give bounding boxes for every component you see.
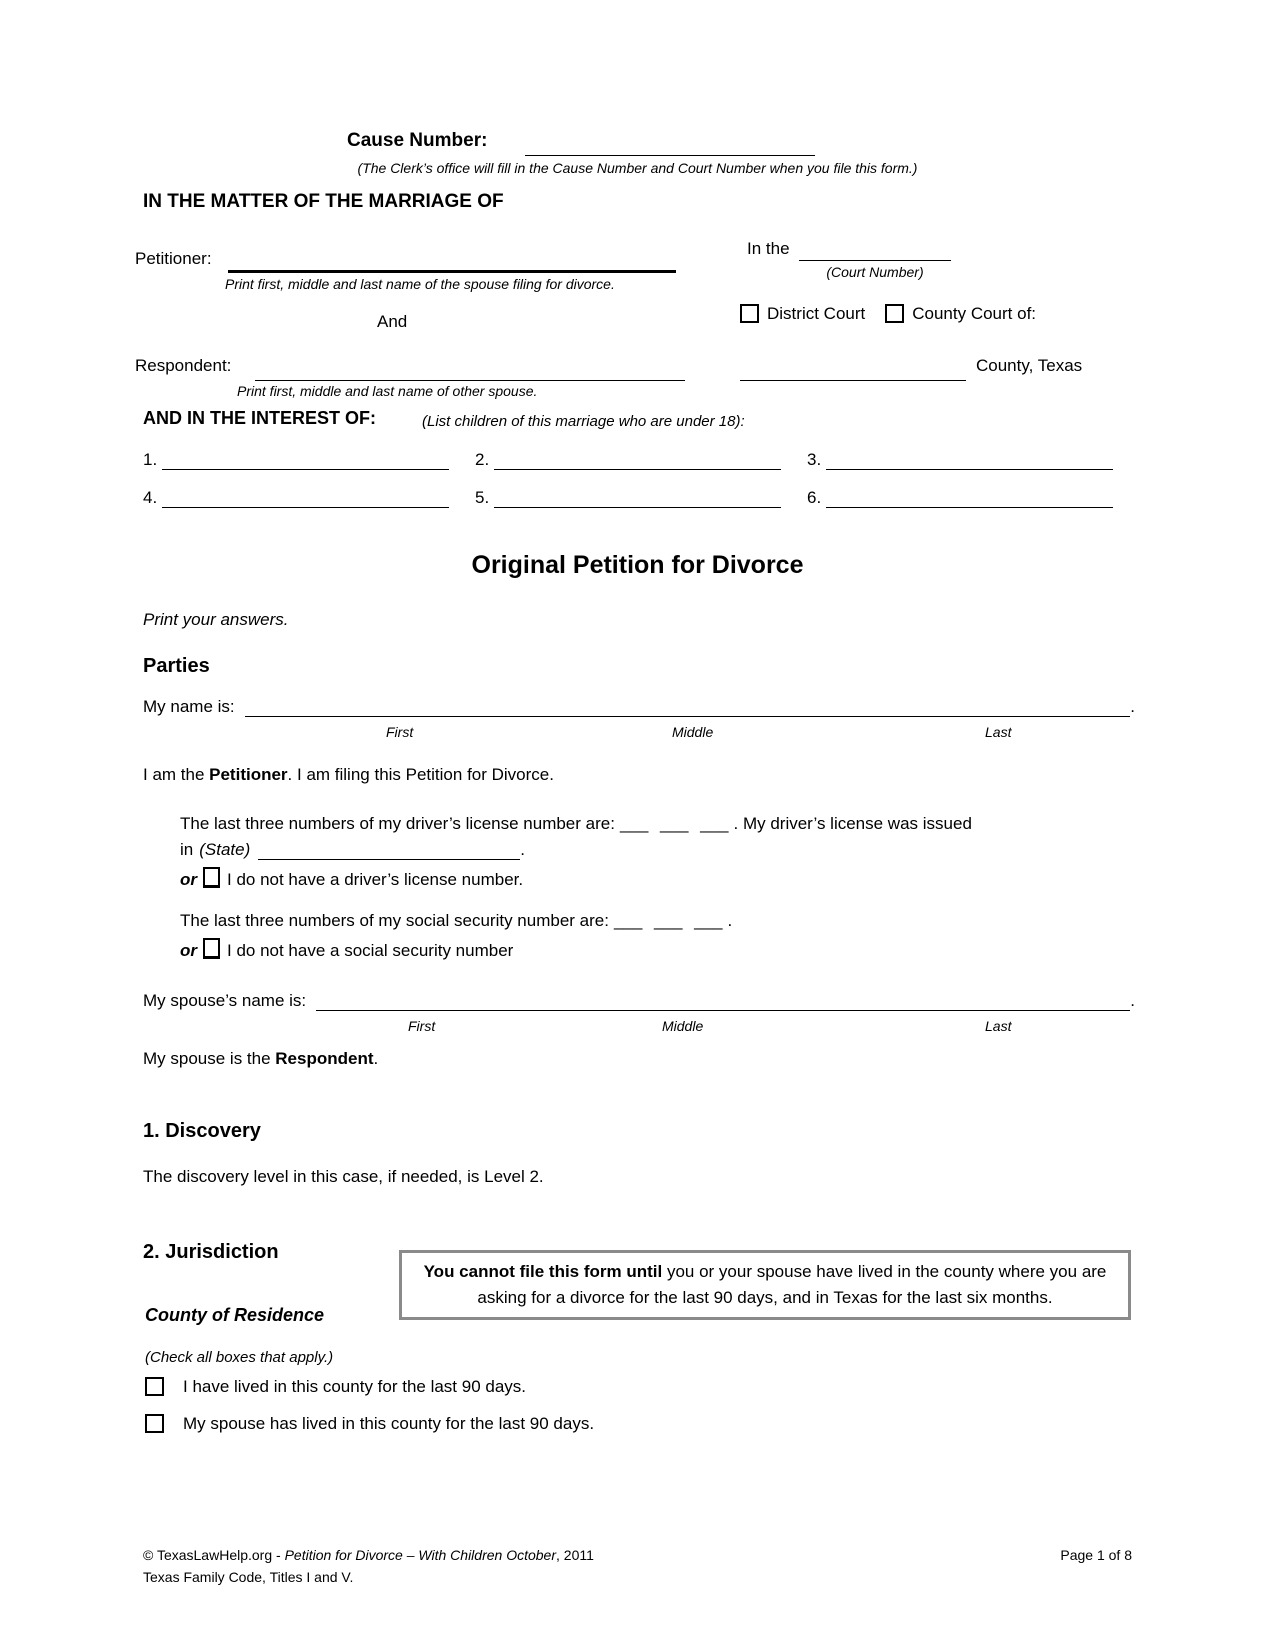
ssn-digit-blanks[interactable]: ___ ___ ___ (613, 911, 723, 930)
ssn-text: The last three numbers of my social security number are: (180, 911, 609, 930)
child-name-field[interactable] (162, 449, 449, 470)
spouse-name-row (143, 990, 1135, 1011)
dl-line-1 (180, 813, 972, 834)
or-label: or (180, 870, 197, 889)
cause-number-field[interactable] (525, 133, 815, 156)
name-col-first: First (386, 724, 414, 740)
respondent-name-field[interactable] (255, 356, 685, 381)
name-col-last: Last (985, 724, 1012, 740)
petitioner-word: Petitioner (209, 765, 288, 784)
child-entry (475, 449, 781, 470)
child-entry (807, 449, 1113, 470)
footer-text: © TexasLawHelp.org - (143, 1547, 285, 1563)
dl-state-label: (State) (199, 840, 251, 859)
county-court-checkbox[interactable] (885, 304, 904, 323)
warning-rest-text: you or your spouse have lived in the county where you are asking for a divorce for the last 90 days, and in Texas for the last six months. (477, 1262, 1107, 1307)
spouse-col-middle: Middle (662, 1018, 704, 1034)
child-entry (143, 487, 449, 508)
child-number-label: 5. (475, 488, 490, 507)
children-row-2 (143, 487, 1113, 508)
statement-text: My spouse is the (143, 1049, 276, 1068)
discovery-body: The discovery level in this case, if needed, is Level 2. (143, 1167, 544, 1186)
footer-text: , 2011 (556, 1547, 594, 1563)
spouse-lived-in-county-checkbox[interactable] (145, 1414, 164, 1433)
child-number-label: 2. (475, 450, 490, 469)
dl-no-license-row (180, 864, 523, 890)
and-label: And (377, 312, 408, 331)
court-number-field[interactable] (799, 236, 951, 261)
my-name-field[interactable] (245, 696, 1131, 717)
check-all-hint: (Check all boxes that apply.) (145, 1349, 334, 1366)
lived-in-county-checkbox[interactable] (145, 1377, 164, 1396)
residence-checkbox-row (145, 1413, 594, 1434)
petitioner-hint: Print first, middle and last name of the spouse filing for divorce. (225, 276, 615, 292)
child-number-label: 4. (143, 488, 158, 507)
my-name-row (143, 696, 1135, 717)
child-name-field[interactable] (494, 487, 781, 508)
child-name-field[interactable] (162, 487, 449, 508)
petitioner-statement (143, 764, 554, 785)
footer-doc-title: Petition for Divorce – With Children October (284, 1547, 557, 1563)
respondent-hint: Print first, middle and last name of other spouse. (237, 383, 538, 399)
dl-in-label: in (180, 840, 194, 859)
spouse-lived-in-county-label: My spouse has lived in this county for the last 90 days. (183, 1414, 595, 1433)
footer-code-reference: Texas Family Code, Titles I and V. (143, 1569, 354, 1585)
child-name-field[interactable] (826, 487, 1113, 508)
spouse-name-label: My spouse’s name is: (143, 991, 307, 1010)
statement-text: . (373, 1049, 379, 1068)
my-name-label: My name is: (143, 697, 235, 716)
spouse-statement (143, 1048, 378, 1069)
spouse-name-field[interactable] (316, 990, 1130, 1011)
child-entry (475, 487, 781, 508)
period: . (1130, 697, 1135, 716)
print-answers-note: Print your answers. (143, 610, 289, 629)
ssn-no-number-row (180, 935, 513, 961)
dl-line-2 (180, 839, 525, 860)
no-ssn-checkbox[interactable] (203, 938, 220, 959)
spouse-col-last: Last (985, 1018, 1012, 1034)
statement-text: . I am filing this Petition for Divorce. (287, 765, 554, 784)
county-texas-label: County, Texas (976, 356, 1083, 375)
form-title: Original Petition for Divorce (471, 551, 804, 579)
interest-heading: AND IN THE INTEREST OF: (143, 408, 376, 428)
warning-bold-text: You cannot file this form until (423, 1262, 663, 1281)
dl-text: . My driver’s license was issued (733, 814, 972, 833)
child-entry (143, 449, 449, 470)
child-number-label: 6. (807, 488, 822, 507)
child-name-field[interactable] (826, 449, 1113, 470)
dl-period: . (520, 840, 525, 859)
dl-digit-blanks[interactable]: ___ ___ ___ (619, 814, 729, 833)
spouse-col-first: First (408, 1018, 436, 1034)
county-name-field[interactable] (740, 356, 966, 381)
name-col-middle: Middle (672, 724, 714, 740)
child-number-label: 1. (143, 450, 158, 469)
clerk-note: (The Clerk’s office will fill in the Cause Number and Court Number when you file this form.) (357, 160, 918, 176)
parties-heading: Parties (143, 655, 210, 677)
child-name-field[interactable] (494, 449, 781, 470)
petitioner-label: Petitioner: (135, 249, 212, 268)
cause-number-label: Cause Number: (347, 130, 488, 151)
district-court-checkbox[interactable] (740, 304, 759, 323)
dl-text: The last three numbers of my driver’s license number are: (180, 814, 615, 833)
residence-checkbox-row (145, 1376, 526, 1397)
ssn-text: . (727, 911, 733, 930)
child-number-label: 3. (807, 450, 822, 469)
interest-hint: (List children of this marriage who are under 18): (422, 413, 745, 430)
no-ssn-label: I do not have a social security number (227, 941, 514, 960)
respondent-word: Respondent (275, 1049, 374, 1068)
court-type-row (740, 303, 1036, 324)
lived-in-county-label: I have lived in this county for the last 90 days. (183, 1377, 527, 1396)
county-of-residence-heading: County of Residence (145, 1305, 325, 1325)
discovery-heading: 1. Discovery (143, 1120, 261, 1142)
period: . (1130, 991, 1135, 1010)
jurisdiction-warning-box (399, 1250, 1131, 1320)
children-row-1 (143, 449, 1113, 470)
footer-page-number: Page 1 of 8 (1060, 1547, 1132, 1563)
court-in-the-label: In the (747, 239, 790, 258)
jurisdiction-heading: 2. Jurisdiction (143, 1241, 279, 1263)
no-dl-checkbox[interactable] (203, 867, 220, 888)
district-court-label: District Court (767, 304, 866, 323)
respondent-label: Respondent: (135, 356, 232, 375)
court-number-hint: (Court Number) (826, 264, 924, 280)
county-court-label: County Court of: (912, 304, 1037, 323)
no-dl-label: I do not have a driver’s license number. (227, 870, 524, 889)
statement-text: I am the (143, 765, 210, 784)
dl-state-field[interactable] (258, 839, 520, 860)
matter-heading: IN THE MATTER OF THE MARRIAGE OF (143, 191, 504, 212)
child-entry (807, 487, 1113, 508)
ssn-line-1 (180, 910, 732, 931)
or-label: or (180, 941, 197, 960)
petitioner-name-field[interactable] (228, 246, 676, 273)
